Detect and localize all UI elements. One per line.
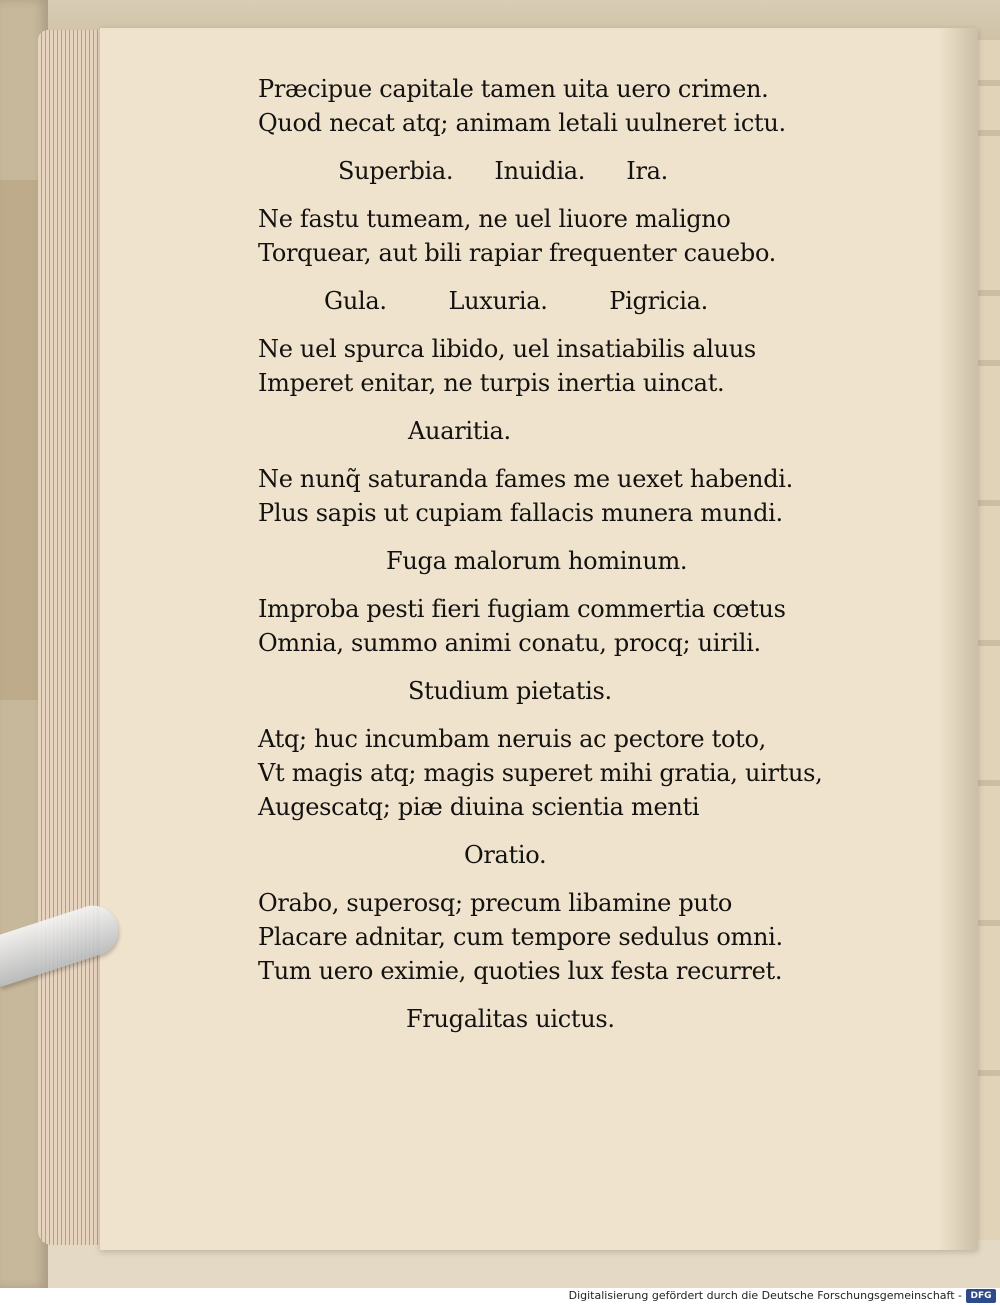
heading-sins-1: [258, 154, 778, 188]
bleed-through: [978, 640, 1000, 646]
heading-fuga-malorum: Fuga malorum hominum.: [386, 547, 688, 575]
footer-credit: Digitalisierung gefördert durch die Deutsche Forschungsgemeinschaft -: [568, 1289, 962, 1302]
heading-luxuria: Luxuria.: [448, 287, 548, 315]
verse-text-block: [258, 72, 823, 1050]
verse-line: Torquear, aut bili rapiar frequenter cauebo.: [258, 239, 776, 267]
verse-line: Omnia, summo animi conatu, procq; uirili.: [258, 629, 761, 657]
heading-oratio: Oratio.: [464, 841, 547, 869]
gutter-shadow: [938, 28, 978, 1250]
bleed-through: [978, 920, 1000, 926]
bleed-through: [978, 1070, 1000, 1076]
verse-line: Quod necat atq; animam letali uulneret ictu.: [258, 109, 786, 137]
heading-auaritia: Auaritia.: [408, 417, 511, 445]
bleed-through: [978, 130, 1000, 136]
page-edges-red: [38, 30, 108, 1245]
verse-line: Ne uel spurca libido, uel insatiabilis aluus: [258, 335, 756, 363]
heading-studium-pietatis: Studium pietatis.: [408, 677, 612, 705]
verse-line: Atq; huc incumbam neruis ac pectore toto,: [258, 725, 766, 753]
verse-line: Ne fastu tumeam, ne uel liuore maligno: [258, 205, 731, 233]
verse-line: Vt magis atq; magis superet mihi gratia, uirtus,: [258, 759, 823, 787]
bleed-through: [978, 780, 1000, 786]
verse-line: Augescatq; piæ diuina scientia menti: [258, 793, 700, 821]
heading-frugalitas-uictus: Frugalitas uictus.: [406, 1005, 615, 1033]
digitization-footer: [0, 1288, 1000, 1305]
dfg-logo-icon[interactable]: DFG: [966, 1289, 996, 1303]
cover-stain: [0, 180, 40, 700]
verse-line: Præcipue capitale tamen uita uero crimen.: [258, 75, 769, 103]
verse-line: Imperet enitar, ne turpis inertia uincat.: [258, 369, 725, 397]
heading-inuidia: Inuidia.: [494, 157, 586, 185]
bleed-through: [978, 360, 1000, 366]
heading-sins-2: [258, 284, 778, 318]
bleed-through: [978, 500, 1000, 506]
verse-line: Ne nunq̃ saturanda fames me uexet habendi.: [258, 465, 793, 493]
heading-ira: Ira.: [626, 157, 668, 185]
heading-gula: Gula.: [324, 287, 387, 315]
bleed-through: [978, 290, 1000, 296]
verse-line: Improba pesti fieri fugiam commertia cœtus: [258, 595, 786, 623]
bleed-through: [978, 80, 1000, 86]
verse-line: Plus sapis ut cupiam fallacis munera mundi.: [258, 499, 783, 527]
verse-line: Tum uero eximie, quoties lux festa recurret.: [258, 957, 783, 985]
verse-line: Placare adnitar, cum tempore sedulus omni.: [258, 923, 783, 951]
verse-line: Orabo, superosq; precum libamine puto: [258, 889, 733, 917]
heading-superbia: Superbia.: [338, 157, 454, 185]
heading-pigricia: Pigricia.: [609, 287, 708, 315]
